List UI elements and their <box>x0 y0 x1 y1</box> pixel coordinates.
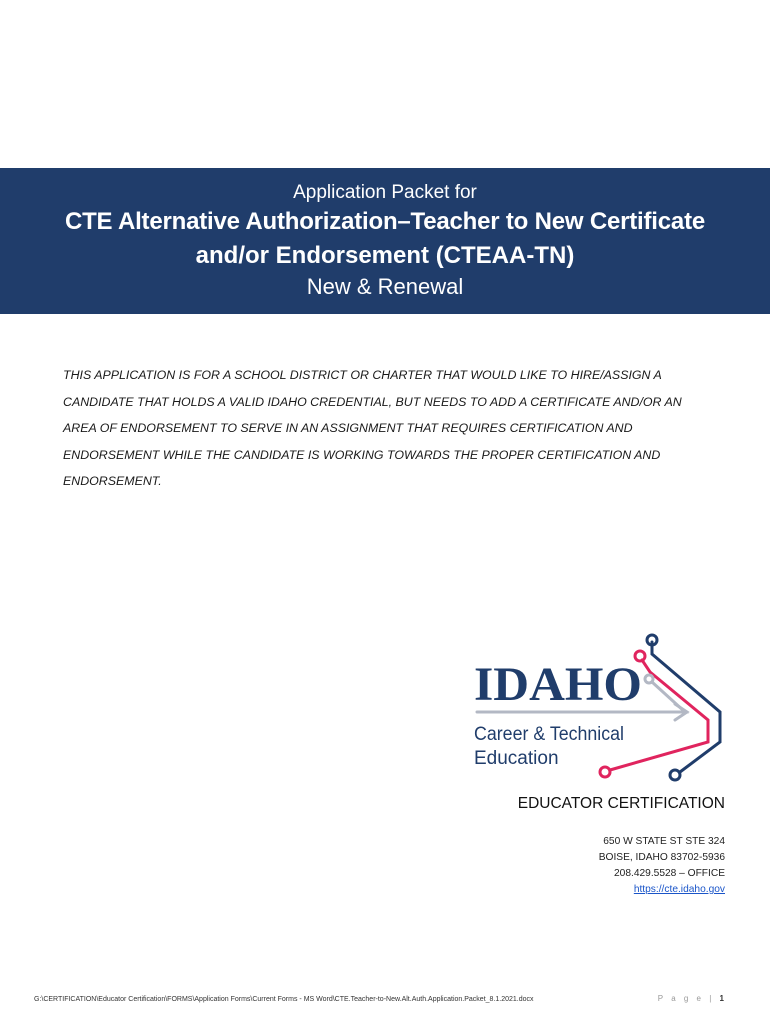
title-banner <box>0 168 770 314</box>
department-title: EDUCATOR CERTIFICATION <box>517 795 725 812</box>
intro-line: CANDIDATE THAT HOLDS A VALID IDAHO CREDENTIAL, BUT NEEDS TO ADD A CERTIFICATE AND/OR AN <box>63 394 682 409</box>
document-subtitle: New & Renewal <box>306 274 464 299</box>
street-address: 650 W STATE ST STE 324 <box>603 836 725 847</box>
contact-address <box>599 834 725 898</box>
city-state-zip: BOISE, IDAHO 83702-5936 <box>598 852 725 863</box>
circuit-node-pink-bottom <box>600 767 610 777</box>
circuit-node-navy-bottom <box>670 770 680 780</box>
idaho-cte-logo <box>470 632 730 782</box>
circuit-node-gray <box>645 675 653 683</box>
intro-line: AREA OF ENDORSEMENT TO SERVE IN AN ASSIGNMENT THAT REQUIRES CERTIFICATION AND <box>63 421 633 436</box>
office-phone: 208.429.5528 – OFFICE <box>614 868 725 879</box>
logo-tagline-line1: Career & Technical <box>474 724 624 745</box>
website-link[interactable]: https://cte.idaho.gov <box>633 884 725 895</box>
intro-line: ENDORSEMENT. <box>63 474 162 489</box>
page-number <box>658 994 724 1003</box>
page-number-value: 1 <box>719 994 724 1003</box>
footer-file-path: G:\CERTIFICATION\Educator Certification\FORMS\Application Forms\Current Forms - MS Word\CTE.Teacher-to-New.Alt.Auth.Application.Packet_8.1.2021.docx <box>34 996 534 1003</box>
circuit-node-navy-top <box>647 635 657 645</box>
page-label: P a g e | <box>657 994 715 1003</box>
document-title-line1: CTE Alternative Authorization–Teacher to New Certificate <box>64 208 706 235</box>
logo-tagline-line2: Education <box>474 748 559 769</box>
intro-line: ENDORSEMENT WHILE THE CANDIDATE IS WORKING TOWARDS THE PROPER CERTIFICATION AND <box>63 447 661 462</box>
intro-line: THIS APPLICATION IS FOR A SCHOOL DISTRICT OR CHARTER THAT WOULD LIKE TO HIRE/ASSIGN A <box>63 368 662 382</box>
pre-title: Application Packet for <box>293 182 477 203</box>
document-title-line2: and/or Endorsement (CTEAA-TN) <box>195 242 575 269</box>
logo-wordmark: IDAHO <box>474 658 642 711</box>
circuit-line-navy <box>652 642 720 772</box>
intro-paragraph <box>63 362 713 495</box>
